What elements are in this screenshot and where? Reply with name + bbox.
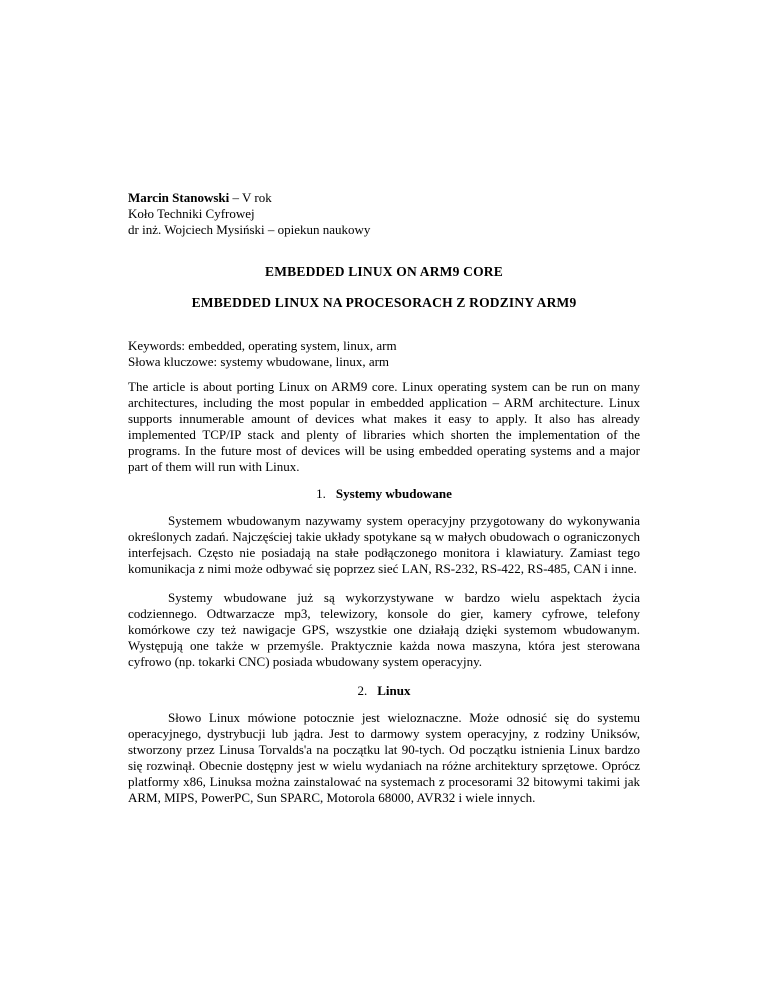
author-line [128, 190, 640, 206]
author-block [128, 190, 640, 238]
title-english: EMBEDDED LINUX ON ARM9 CORE [265, 264, 503, 279]
keywords-block [128, 338, 640, 370]
affiliation-line: Koło Techniki Cyfrowej [128, 206, 255, 221]
section-1-heading [128, 486, 640, 502]
section-2-paragraph-1: Słowo Linux mówione potocznie jest wieloznaczne. Może odnosić się do systemu operacyjnego, dystrybucji lub jądra. Jest to darmowy system operacyjny, z rodziny Uniksów, stworzony przez Linusa Torvalds'a na początku lat 90-tych. Od początku istnienia Linux bardzo się rozwinął. Obecnie dostępny jest w wielu wydaniach na różne architektury sprzętowe. Oprócz platformy x86, Linuksa można zainstalować na systemach z procesorami 32 bitowymi takimi jak ARM, MIPS, PowerPC, Sun SPARC, Motorola 68000, AVR32 i wiele innych. [128, 710, 640, 805]
author-name: Marcin Stanowski [128, 190, 230, 205]
keywords-english: Keywords: embedded, operating system, linux, arm [128, 338, 397, 353]
section-2-heading [128, 683, 640, 699]
abstract-paragraph: The article is about porting Linux on ARM9 core. Linux operating system can be run on many architectures, including the most popular in embedded application – ARM architecture. Linux supports innumerable amount of devices what makes it easy to apply. It also has already implemented TCP/IP stack and plenty of libraries which shorten the implementation of the programs. In the future most of devices will be using embedded operating systems and a major part of them will run with Linux. [128, 379, 640, 474]
section-1-title: Systemy wbudowane [335, 486, 452, 501]
section-2-title: Linux [377, 683, 411, 698]
section-1-paragraph-2: Systemy wbudowane już są wykorzystywane w bardzo wielu aspektach życia codziennego. Odtwarzacze mp3, telewizory, konsole do gier, kamery cyfrowe, telefony komórkowe czy też nawigacje GPS, wszystkie one działają dzięki systemom wbudowanym. Występują one także w przemyśle. Praktycznie każda nowa maszyna, która jest sterowana cyfrowo (np. tokarki CNC) posiada wbudowany system operacyjny. [128, 590, 640, 669]
title-polish: EMBEDDED LINUX NA PROCESORACH Z RODZINY ARM9 [191, 295, 577, 310]
section-1-paragraph-1: Systemem wbudowanym nazywamy system operacyjny przygotowany do wykonywania określonych zadań. Najczęściej takie układy spotykane są w małych obudowach o ograniczonych interfejsach. Często nie posiadają na stałe podłączonego monitora i klawiatury. Zamiast tego komunikacja z nimi może odbywać się poprzez sieć LAN, RS-232, RS-422, RS-485, CAN i inne. [128, 513, 640, 576]
section-1-number: 1. [316, 486, 326, 501]
keywords-polish: Słowa kluczowe: systemy wbudowane, linux, arm [128, 354, 390, 369]
author-year-suffix: – V rok [229, 190, 272, 205]
section-2-number: 2. [357, 683, 368, 698]
supervisor-line: dr inż. Wojciech Mysiński – opiekun naukowy [128, 222, 371, 237]
